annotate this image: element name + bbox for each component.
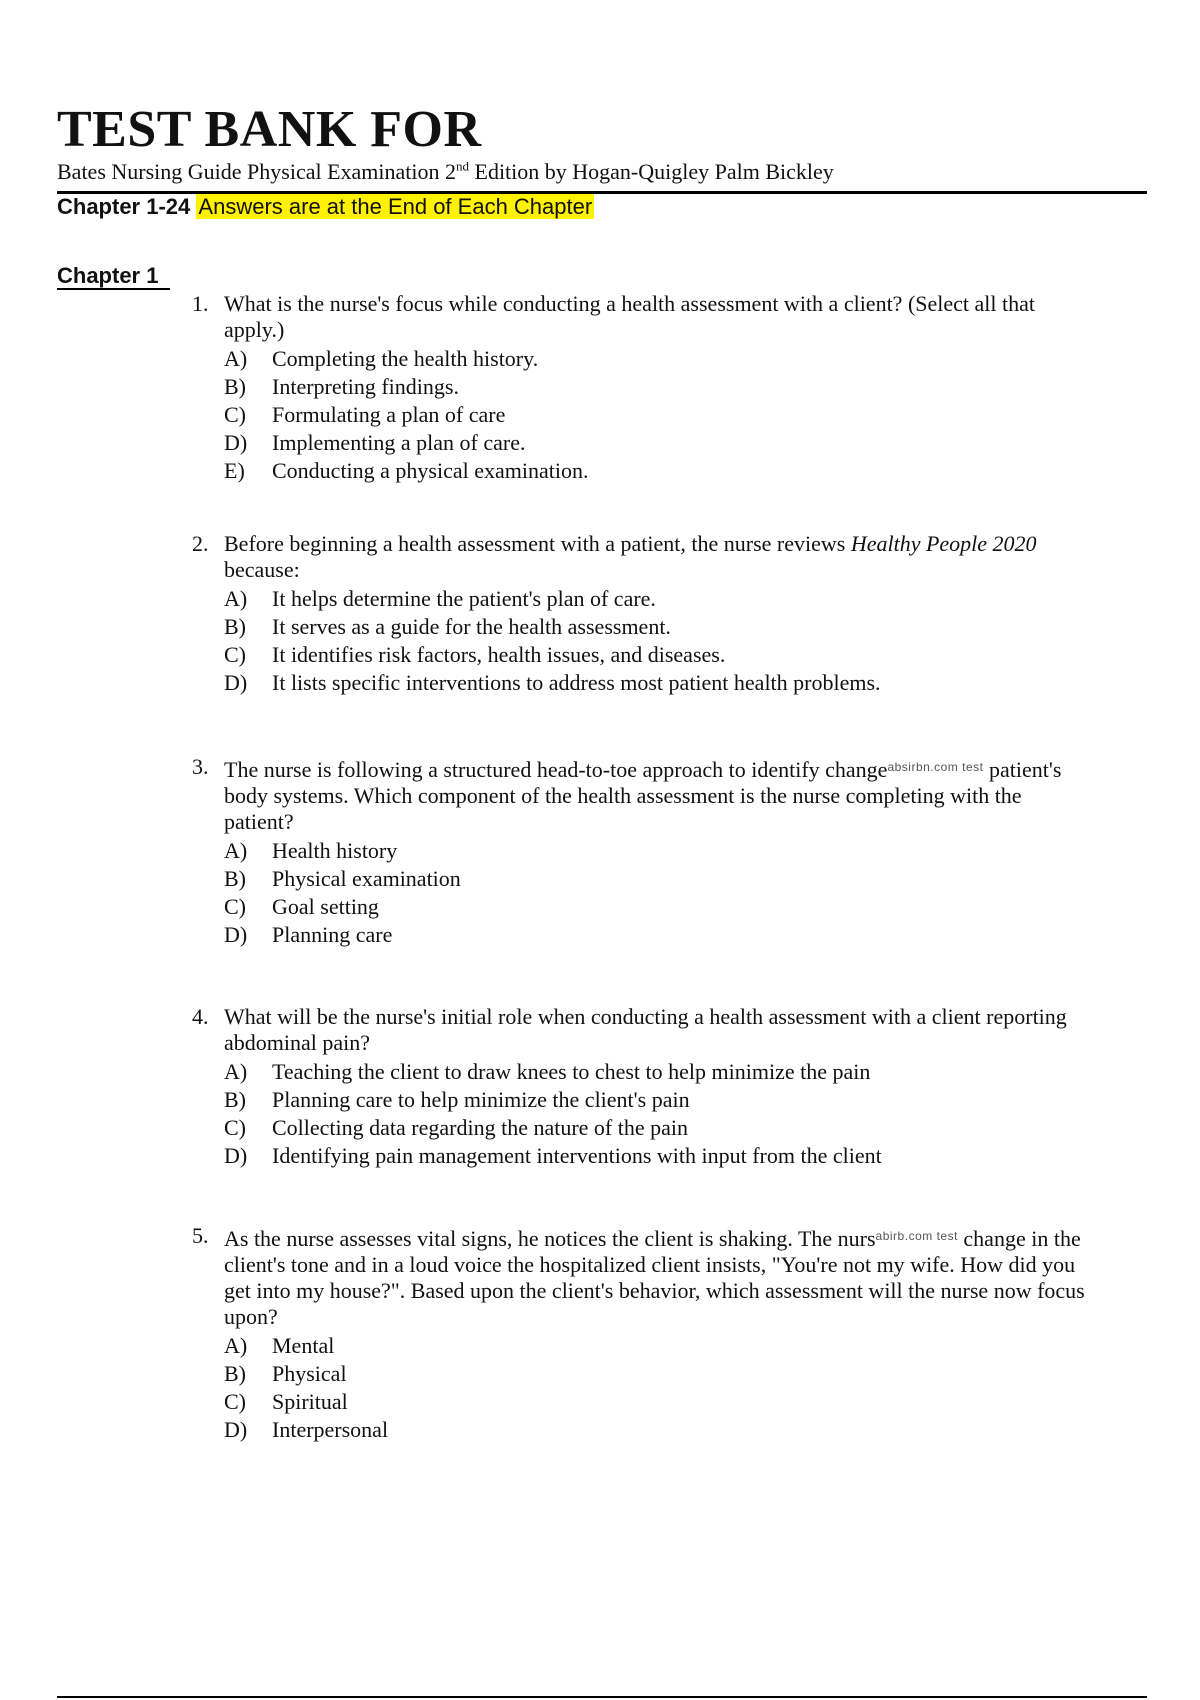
answer-options — [224, 1058, 1092, 1170]
option-text: It serves as a guide for the health assessment. — [272, 614, 671, 639]
option-text: Planning care — [272, 922, 393, 947]
question-text-start: Before beginning a health assessment with a patient, the nurse reviews — [224, 531, 851, 556]
option-letter: A) — [224, 1333, 248, 1358]
watermark: abirb.com test — [875, 1229, 958, 1243]
question-text-end: patient's body systems. Which component of the health assessment is the nurse completing with the patient? — [224, 757, 1062, 834]
question-text — [224, 754, 1092, 835]
answer-option — [224, 1332, 1092, 1360]
question-text-start: The nurse is following a structured head-to-toe approach to identify change — [224, 757, 888, 782]
option-text: Completing the health history. — [272, 346, 539, 371]
answer-option — [224, 1086, 1092, 1114]
question-number: 3. — [192, 754, 209, 779]
option-text: Health history — [272, 838, 398, 863]
answer-option — [224, 1058, 1092, 1086]
question-number: 4. — [192, 1004, 209, 1029]
question-number: 5. — [192, 1223, 209, 1248]
option-text: Spiritual — [272, 1389, 348, 1414]
option-letter: A) — [224, 1059, 248, 1084]
footer-divider — [57, 1696, 1147, 1698]
option-letter: D) — [224, 1143, 248, 1168]
option-letter: D) — [224, 1417, 248, 1442]
question-text-end: because: — [224, 557, 300, 582]
chapter-range-line — [57, 193, 594, 221]
option-text: Planning care to help minimize the client's pain — [272, 1087, 690, 1112]
answer-options — [224, 345, 1092, 485]
option-letter: B) — [224, 866, 246, 891]
subtitle-text-end: Edition by Hogan-Quigley Palm Bickley — [469, 159, 834, 184]
option-text: Collecting data regarding the nature of the pain — [272, 1115, 689, 1140]
question-text-start: As the nurse assesses vital signs, he notices the client is shaking. The nurs — [224, 1226, 876, 1251]
answer-option — [224, 457, 1092, 485]
question-text — [224, 1223, 1092, 1330]
question-text: What is the nurse's focus while conducting a health assessment with a client? (Select all that apply.) — [224, 291, 1036, 342]
option-letter: B) — [224, 1361, 246, 1386]
answer-option — [224, 1416, 1092, 1444]
document-title: TEST BANK FOR — [57, 101, 482, 158]
option-letter: C) — [224, 894, 246, 919]
option-text: Goal setting — [272, 894, 379, 919]
option-text: It lists specific interventions to address most patient health problems. — [272, 670, 881, 695]
question-number: 2. — [192, 531, 209, 556]
chapter-heading: Chapter 1 — [57, 263, 159, 288]
question-text-end: change in the client's tone and in a loud voice the hospitalized client insists, "You're not my wife. How did you get into my house?". Based upon the client's behavior, which assessment will the nurse now focus upon? — [224, 1226, 1085, 1329]
option-text: Formulating a plan of care — [272, 402, 506, 427]
option-letter: A) — [224, 586, 248, 611]
question-3 — [192, 754, 1092, 949]
answer-option — [224, 641, 1092, 669]
answer-option — [224, 837, 1092, 865]
question-4 — [192, 1004, 1092, 1170]
answer-option — [224, 373, 1092, 401]
chapter-heading-underline — [57, 288, 170, 290]
answer-option — [224, 429, 1092, 457]
option-letter: D) — [224, 922, 248, 947]
option-letter: C) — [224, 642, 246, 667]
option-text: Interpreting findings. — [272, 374, 459, 399]
option-letter: B) — [224, 374, 246, 399]
watermark: absirbn.com test — [887, 760, 984, 774]
option-text: Mental — [272, 1333, 335, 1358]
option-text: Interpersonal — [272, 1417, 389, 1442]
option-letter: C) — [224, 1115, 246, 1140]
option-letter: C) — [224, 1389, 246, 1414]
option-text: It helps determine the patient's plan of care. — [272, 586, 656, 611]
highlighted-note: Answers are at the End of Each Chapter — [198, 194, 593, 219]
option-text: Physical — [272, 1361, 347, 1386]
answer-option — [224, 613, 1092, 641]
subtitle-text-start: Bates Nursing Guide Physical Examination 2 — [57, 159, 456, 184]
question-2 — [192, 531, 1092, 697]
option-text: Teaching the client to draw knees to chest to help minimize the pain — [272, 1059, 871, 1084]
answer-option — [224, 1114, 1092, 1142]
option-text: Conducting a physical examination. — [272, 458, 589, 483]
answer-option — [224, 401, 1092, 429]
option-letter: B) — [224, 1087, 246, 1112]
option-text: Implementing a plan of care. — [272, 430, 526, 455]
answer-options — [224, 837, 1092, 949]
answer-options — [224, 1332, 1092, 1444]
publication-title: Healthy People 2020 — [850, 531, 1037, 556]
question-text — [224, 531, 1092, 583]
option-text: It identifies risk factors, health issues, and diseases. — [272, 642, 726, 667]
option-letter: E) — [224, 458, 245, 483]
answer-option — [224, 1142, 1092, 1170]
answer-option — [224, 1360, 1092, 1388]
answer-option — [224, 585, 1092, 613]
chapter-range: Chapter 1-24 — [57, 194, 191, 219]
answer-option — [224, 669, 1092, 697]
option-letter: D) — [224, 670, 248, 695]
book-subtitle — [57, 158, 834, 186]
option-text: Identifying pain management interventions with input from the client — [272, 1143, 882, 1168]
answer-option — [224, 1388, 1092, 1416]
answer-options — [224, 585, 1092, 697]
option-letter: D) — [224, 430, 248, 455]
subtitle-superscript: nd — [456, 158, 469, 174]
option-letter: B) — [224, 614, 246, 639]
question-1 — [192, 291, 1092, 485]
option-letter: A) — [224, 346, 248, 371]
option-text: Physical examination — [272, 866, 461, 891]
option-letter: A) — [224, 838, 248, 863]
question-number: 1. — [192, 291, 209, 316]
answer-option — [224, 345, 1092, 373]
option-letter: C) — [224, 402, 246, 427]
question-text: What will be the nurse's initial role when conducting a health assessment with a client reporting abdominal pain? — [224, 1004, 1067, 1055]
answer-option — [224, 921, 1092, 949]
answer-option — [224, 893, 1092, 921]
answer-option — [224, 865, 1092, 893]
question-5 — [192, 1223, 1092, 1444]
